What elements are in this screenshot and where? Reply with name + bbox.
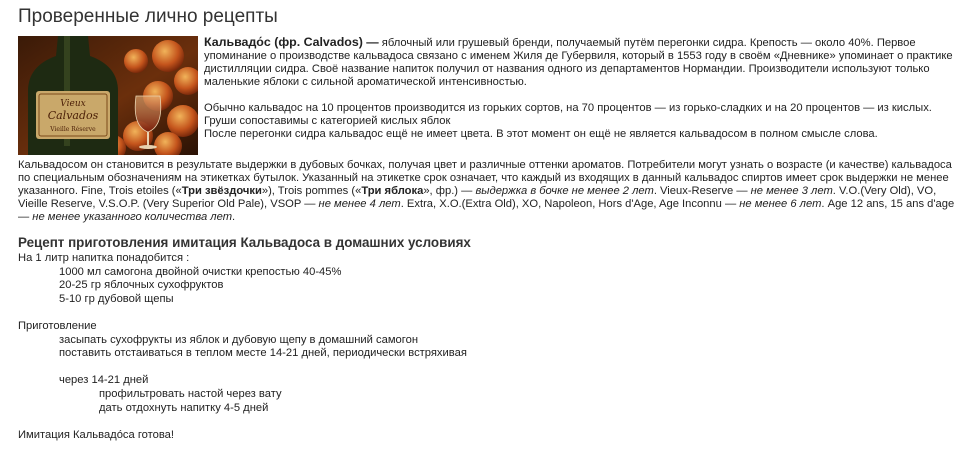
after-step: профильтровать настой через вату [99,387,282,400]
aging-paragraph: Кальвадосом он становится в результате выдержки в дубовых бочках, получая цвет и различные оттенки ароматов. Потребители могут узнать о возрасте (и качестве) кальвадоса по специальным обозначениям на этикетках бутылок. Указанный на этикетке срок означает, что каждый из входящих в данный кальвадос спиртов имеет срок выдержки не менее указанного. Fine, Trois etoiles («Три звёздочки»), Trois pommes («Три яблока», фр.) — выдержка в бочке не менее 2 лет. Vieux-Reserve — не менее 3 лет. V.O.(Very Old), VO, Vieille Reserve, V.S.O.P. (Very Superior Old Pale), VSOP — не менее 4 лет. Extra, X.O.(Extra Old), XO, Napoleon, Hors d'Age, Age Inconnu — не менее 6 лет. Age 12 ans, 15 ans d'age — не менее указанного количества лет. [18,159,955,223]
recipe-body [18,252,962,442]
aging-term-4y: не менее 4 лет [318,198,401,210]
intro-paragraph-3: После перегонки сидра кальвадос ещё не имеет цвета. В этот момент он ещё не является кальвадосом в полном смысле слова. [204,128,878,140]
calvados-bottle-photo [18,36,198,155]
ingredient-item: 1000 мл самогона двойной очистки крепостью 40-45% [59,265,342,278]
aging-term-2y: выдержка в бочке не менее 2 лет [475,185,654,197]
preparation-step: засыпать сухофрукты из яблок и дубовую щепу в домашний самогон [59,333,418,346]
recipe-title: Рецепт приготовления имитация Кальвадоса в домашних условиях [18,235,471,250]
preparation-step: поставить отстаиваться в теплом месте 14-21 дней, периодически встряхивая [59,347,467,360]
bottle-label-line: Vieille Réserve [50,126,96,133]
aging-bold-2: Три яблока [361,185,424,197]
ingredients-label: На 1 литр напитка понадобится : [18,252,190,264]
page-title: Проверенные лично рецепты [18,6,278,27]
intro-block [18,36,962,141]
after-step: дать отдохнуть напитку 4-5 дней [99,401,269,414]
definition-term: Кальвадо́с (фр. Calvados) — [204,35,379,49]
ingredient-item: 20-25 гр яблочных сухофруктов [59,279,224,292]
preparation-label: Приготовление [18,319,97,332]
after-days-label: через 14-21 дней [59,374,149,387]
ingredient-item: 5-10 гр дубовой щепы [59,292,174,305]
recipe-done: Имитация Кальвадо́са готова! [18,428,175,441]
aging-term-years: не менее указанного количества лет [32,211,233,223]
intro-paragraph-2: Обычно кальвадос на 10 процентов производится из горьких сортов, на 70 процентов — из горько-сладких и на 20 процентов — из кислых. Груши сопоставимы с категорией кислых яблок [204,102,932,127]
bottle-label-line: Vieux [60,99,86,109]
aging-term-3y: не менее 3 лет [750,185,833,197]
aging-term-6y: не менее 6 лет [739,198,822,210]
aging-bold-1: Три звёздочки [181,185,262,197]
intro-text-1: яблочный или грушевый бренди, получаемый путём перегонки сидра. Крепость — около 40%. Первое упоминание о производстве кальвадоса связано с именем Жиля де Губервиля, который в 1553 году в своём «Дневнике» упоминает о практике дистилляции сидра. Своё название напиток получил от названия одного из департаментов Нормандии. Производители используют только маленькие яблоки с сильной ароматической интенсивностью. [204,37,953,88]
bottle-label-line: Calvados [47,109,99,122]
